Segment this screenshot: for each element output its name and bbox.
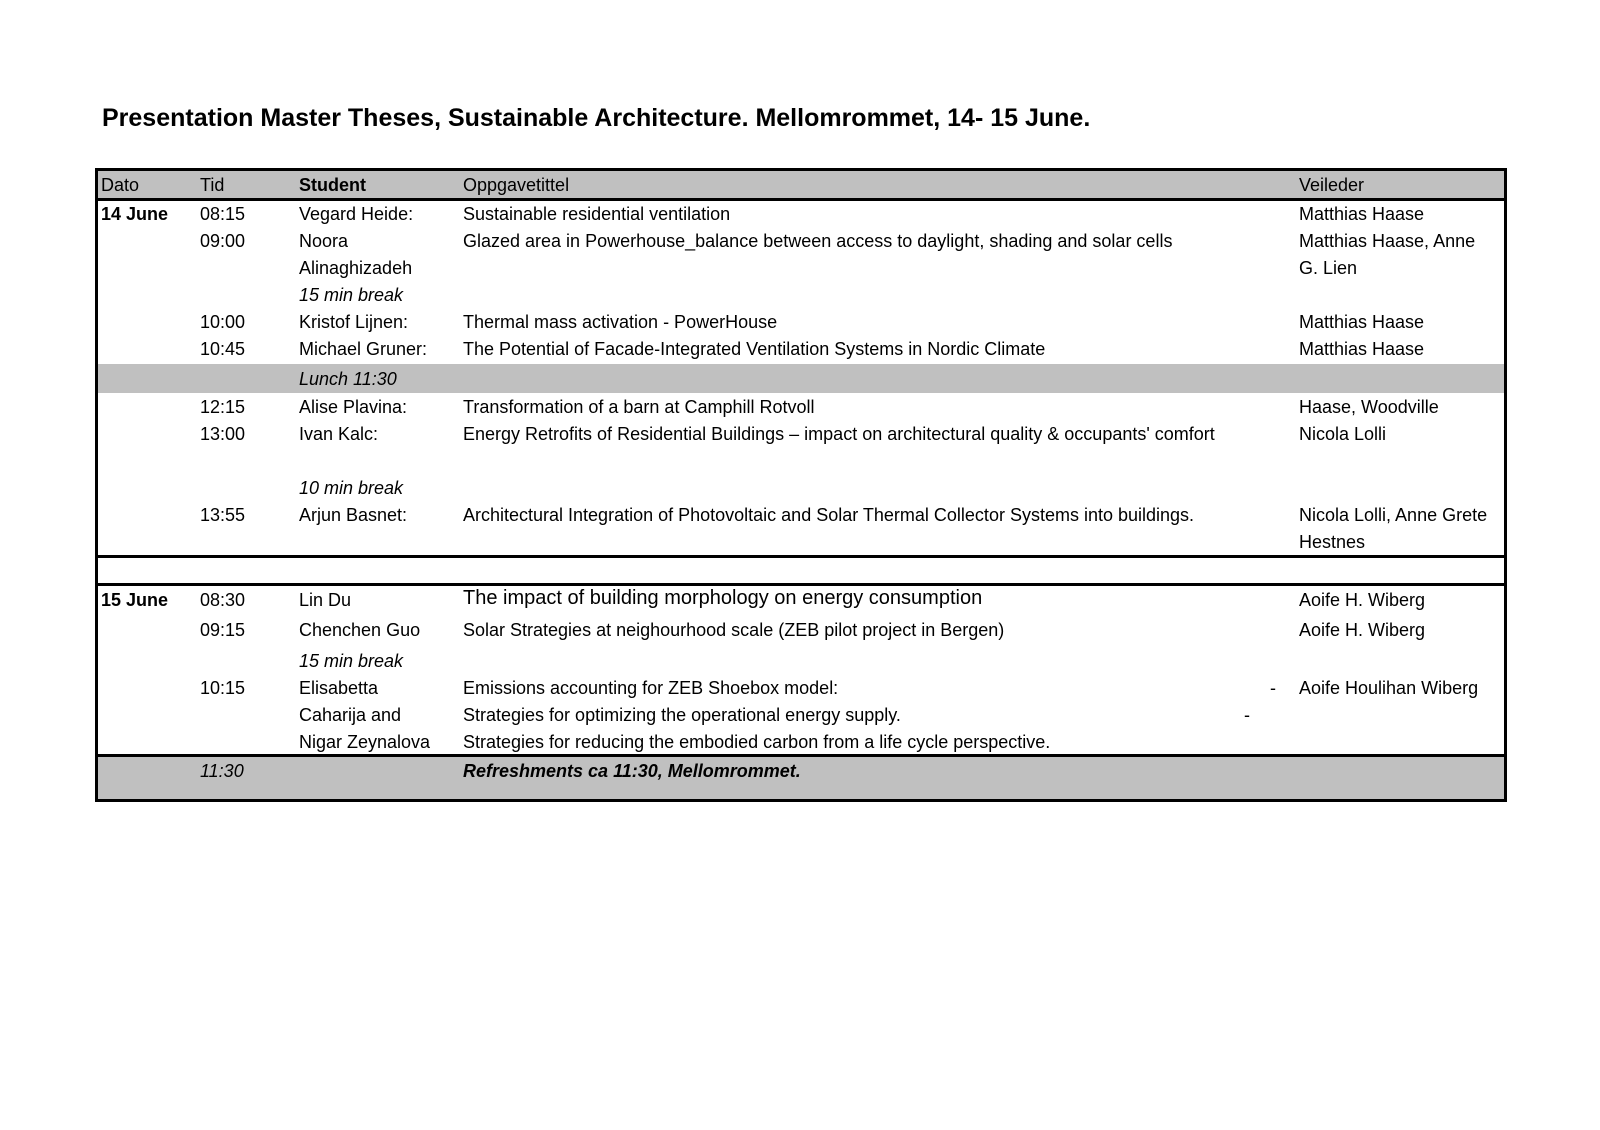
table-row-student: Arjun Basnet:: [299, 505, 408, 525]
table-row-title: Transformation of a barn at Camphill Rotvoll: [463, 397, 815, 417]
table-row-time: 12:15: [200, 397, 246, 417]
table-row-student: Kristof Lijnen:: [299, 312, 409, 332]
schedule-table: [95, 168, 1507, 802]
table-row-supervisor: Aoife Houlihan Wiberg: [1299, 678, 1479, 698]
table-row-supervisor: Haase, Woodville: [1299, 397, 1439, 417]
table-row-supervisor: Matthias Haase: [1299, 204, 1425, 224]
lunch-label: Lunch 11:30: [299, 369, 397, 389]
table-row-supervisor: Aoife H. Wiberg: [1299, 620, 1426, 640]
table-row-student: Nigar Zeynalova: [299, 732, 431, 752]
break-label: 15 min break: [299, 651, 404, 671]
table-row-supervisor: Nicola Lolli, Anne Grete: [1299, 505, 1488, 525]
footer-band: [98, 757, 1504, 799]
table-row-supervisor: Aoife H. Wiberg: [1299, 590, 1426, 610]
table-row-time: 09:15: [200, 620, 246, 640]
table-row-student: Noora: [299, 231, 349, 251]
break-label: 15 min break: [299, 285, 404, 305]
table-row-title: Solar Strategies at neighourhood scale (ZEB pilot project in Bergen): [463, 620, 1005, 640]
header-veileder: Veileder: [1299, 175, 1365, 195]
table-row-supervisor: Matthias Haase: [1299, 339, 1425, 359]
header-tid: Tid: [200, 175, 225, 195]
table-row-title: Glazed area in Powerhouse_balance between access to daylight, shading and solar cells: [463, 231, 1173, 251]
table-row-supervisor: Nicola Lolli: [1299, 424, 1387, 444]
footer-time: 11:30: [200, 761, 244, 781]
table-row-student: Elisabetta: [299, 678, 379, 698]
dash-mark: -: [1244, 705, 1250, 725]
table-row-supervisor: Matthias Haase, Anne: [1299, 231, 1476, 251]
table-row-supervisor: Matthias Haase: [1299, 312, 1425, 332]
page-title: Presentation Master Theses, Sustainable Architecture. Mellomrommet, 14- 15 June.: [102, 104, 1091, 132]
table-row-title: Sustainable residential ventilation: [463, 204, 731, 224]
table-row-title: Strategies for reducing the embodied carbon from a life cycle perspective.: [463, 732, 1051, 752]
table-row-time: 09:00: [200, 231, 246, 251]
table-row-supervisor: Hestnes: [1299, 532, 1366, 552]
table-row-time: 08:30: [200, 590, 246, 610]
table-row-time: 13:55: [200, 505, 246, 525]
table-row-student: Alinaghizadeh: [299, 258, 413, 278]
footer-text: Refreshments ca 11:30, Mellomrommet.: [463, 761, 801, 781]
table-row-time: 10:00: [200, 312, 246, 332]
table-row-title: Strategies for optimizing the operational energy supply.: [463, 705, 901, 725]
table-row-time: 10:45: [200, 339, 246, 359]
day-separator-top: [98, 555, 1504, 558]
table-row-title: Architectural Integration of Photovoltaic and Solar Thermal Collector Systems into buildings.: [463, 505, 1195, 525]
table-row-time: 10:15: [200, 678, 246, 698]
table-row-student: Ivan Kalc:: [299, 424, 379, 444]
table-row-student: Caharija and: [299, 705, 402, 725]
header-dato: Dato: [101, 175, 140, 195]
table-row-student: Vegard Heide:: [299, 204, 414, 224]
break-label: 10 min break: [299, 478, 404, 498]
table-row-supervisor: G. Lien: [1299, 258, 1358, 278]
table-row-title: Thermal mass activation - PowerHouse: [463, 312, 778, 332]
table-row-student: Alise Plavina:: [299, 397, 408, 417]
table-row-time: 13:00: [200, 424, 246, 444]
day2-date: 15 June: [101, 590, 169, 610]
table-row-student: Lin Du: [299, 590, 352, 610]
table-row-student: Michael Gruner:: [299, 339, 428, 359]
table-row-title: Energy Retrofits of Residential Buildings – impact on architectural quality & occupants' comfort: [463, 424, 1215, 444]
table-row-title: Emissions accounting for ZEB Shoebox model:: [463, 678, 839, 698]
dash-mark: -: [1270, 678, 1276, 698]
header-student: Student: [299, 175, 366, 195]
header-oppgavetittel: Oppgavetittel: [463, 175, 570, 195]
table-row-student: Chenchen Guo: [299, 620, 421, 640]
table-row-title: The impact of building morphology on energy consumption: [463, 587, 983, 609]
table-row-title: The Potential of Facade-Integrated Ventilation Systems in Nordic Climate: [463, 339, 1046, 359]
table-row-time: 08:15: [200, 204, 246, 224]
day1-date: 14 June: [101, 204, 169, 224]
